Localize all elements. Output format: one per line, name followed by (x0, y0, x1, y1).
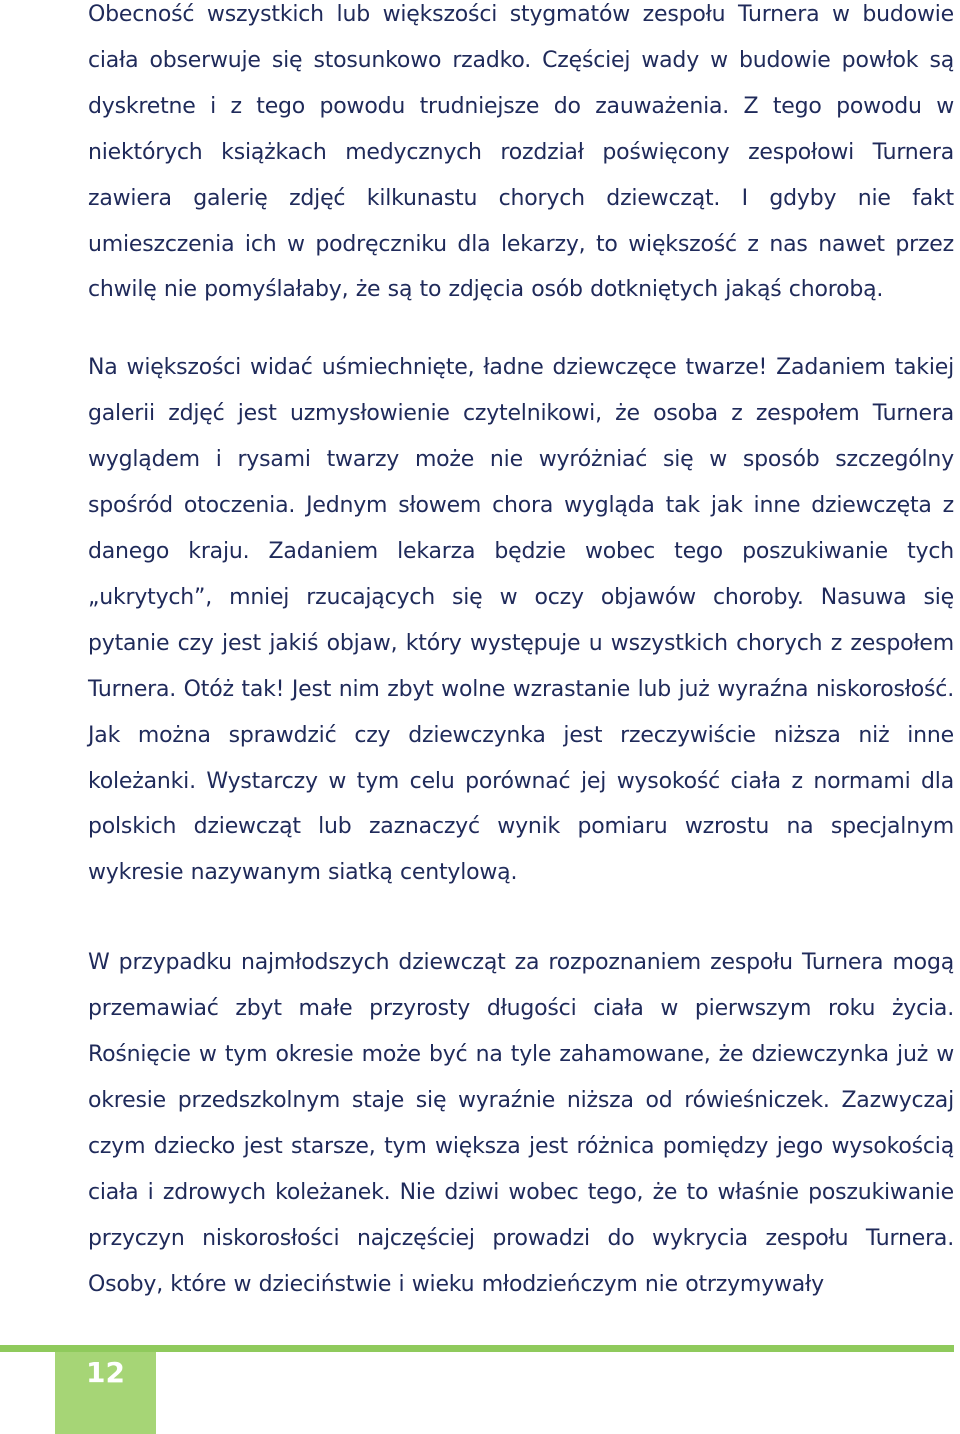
paragraph-3: W przypadku najmłodszych dziewcząt za rozpoznaniem zespołu Turnera mogą przemawiać zbyt małe przyrosty długości ciała w pierwszym roku życia. Rośnięcie w tym okresie może być na tyle zahamowane, że dziewczynka już w okresie przedszkolnym staje się wyraźnie niższa od rówieśniczek. Zazwyczaj czym dziecko jest starsze, tym większa jest różnica pomiędzy jego wysokością ciała i zdrowych koleżanek. Nie dziwi wobec tego, że to właśnie poszukiwanie przyczyn niskorosłości najczęściej prowadzi do wykrycia zespołu Turnera. Osoby, które w dzieciństwie i wieku młodzieńczym nie otrzymywały (88, 950, 954, 1297)
page-number: 12 (86, 1356, 125, 1389)
document-body (88, 0, 954, 1307)
paragraph-2: Na większości widać uśmiechnięte, ładne dziewczęce twarze! Zadaniem takiej galerii zdjęć jest uzmysłowienie czytelnikowi, że osoba z zespołem Turnera wyglądem i rysami twarzy może nie wyróżniać się w sposób szczególny spośród otoczenia. Jednym słowem chora wygląda tak jak inne dziewczęta z danego kraju. Zadaniem lekarza będzie wobec tego poszukiwanie tych „ukrytych”, mniej rzucających się w oczy objawów choroby. Nasuwa się pytanie czy jest jakiś objaw, który występuje u wszystkich chorych z zespołem Turnera. Otóż tak! Jest nim zbyt wolne wzrastanie lub już wyraźna niskorosłość. Jak można sprawdzić czy dziewczynka jest rzeczywiście niższa niż inne koleżanki. Wystarczy w tym celu porównać jej wysokość ciała z normami dla polskich dziewcząt lub zaznaczyć wynik pomiaru wzrostu na specjalnym wykresie nazywanym siatką centylową. (88, 355, 954, 886)
footer-divider (0, 1345, 954, 1352)
paragraph-1: Obecność wszystkich lub większości stygmatów zespołu Turnera w budowie ciała obserwuje się stosunkowo rzadko. Częściej wady w budowie powłok są dyskretne i z tego powodu trudniejsze do zauważenia. Z tego powodu w niektórych książkach medycznych rozdział poświęcony zespołowi Turnera zawiera galerię zdjęć kilkunastu chorych dziewcząt. I gdyby nie fakt umieszczenia ich w podręczniku dla lekarzy, to większość z nas nawet przez chwilę nie pomyślałaby, że są to zdjęcia osób dotkniętych jakąś chorobą. (88, 2, 954, 303)
